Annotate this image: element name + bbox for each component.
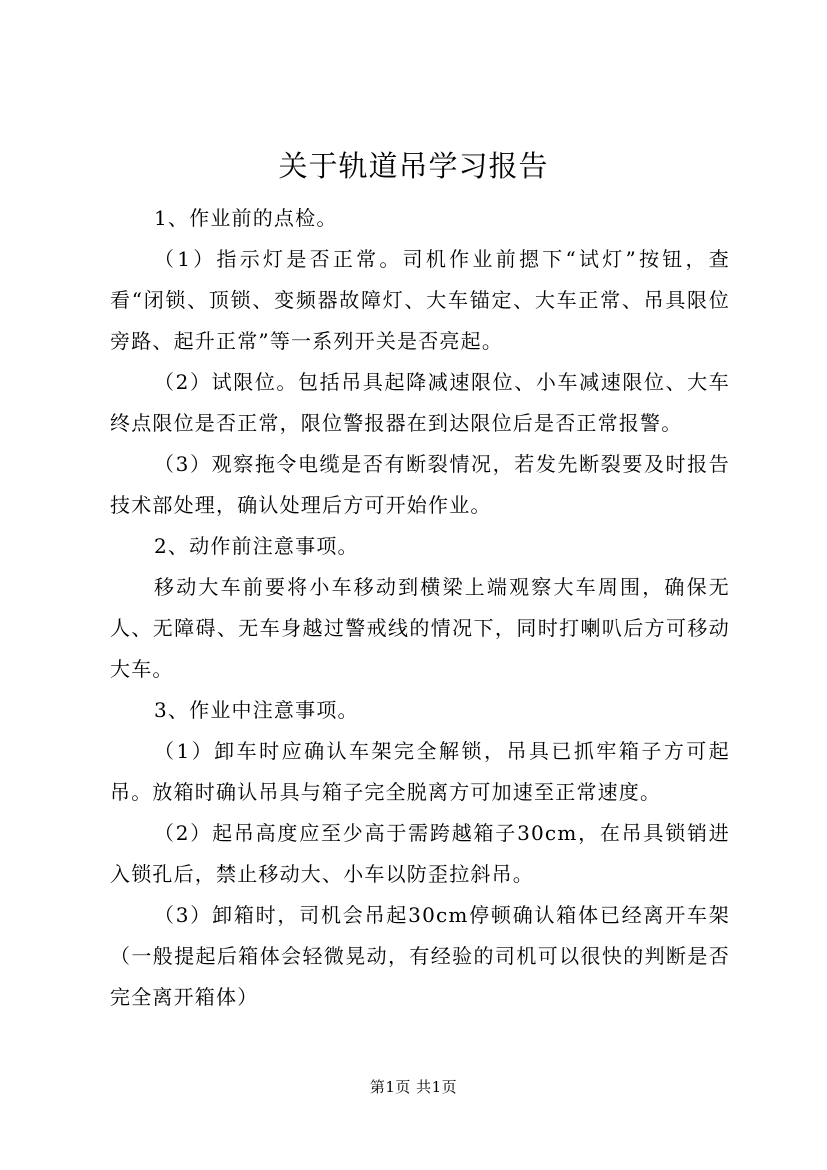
document-title: 关于轨道吊学习报告 bbox=[278, 149, 549, 183]
paragraph-section-3-heading: 3、作业中注意事项。 bbox=[154, 698, 359, 722]
paragraph-1-3-cable-check: （3）观察拖令电缆是否有断裂情况，若发先断裂要及时报告技术部处理，确认处理后方可开始作业。 bbox=[110, 452, 730, 517]
paragraph-1-2-limit-test: （2）试限位。包括吊具起降减速限位、小车减速限位、大车终点限位是否正常，限位警报器在到达限位后是否正常报警。 bbox=[110, 370, 730, 435]
paragraph-section-2-heading: 2、动作前注意事项。 bbox=[154, 534, 359, 558]
paragraph-3-3-container-unloading: （3）卸箱时，司机会吊起30cm停顿确认箱体已经离开车架（一般提起后箱体会轻微晃动，有经验的司机可以很快的判断是否完全离开箱体） bbox=[110, 903, 730, 1009]
paragraph-1-1-indicator-lights: （1）指示灯是否正常。司机作业前摁下“试灯”按钮，查看“闭锁、顶锁、变频器故障灯、大车锚定、大车正常、吊具限位旁路、起升正常”等一系列开关是否亮起。 bbox=[110, 247, 730, 353]
page-footer: 第1页 共1页 bbox=[369, 1078, 458, 1096]
paragraph-3-1-unloading: （1）卸车时应确认车架完全解锁，吊具已抓牢箱子方可起吊。放箱时确认吊具与箱子完全脱离方可加速至正常速度。 bbox=[110, 739, 730, 804]
paragraph-section-1-heading: 1、作业前的点检。 bbox=[154, 206, 338, 230]
paragraph-2-move-gantry: 移动大车前要将小车移动到横梁上端观察大车周围，确保无人、无障碍、无车身越过警戒线的情况下，同时打喇叭后方可移动大车。 bbox=[110, 575, 730, 681]
document-body bbox=[110, 198, 730, 1018]
paragraph-3-2-lifting-height: （2）起吊高度应至少高于需跨越箱子30cm，在吊具锁销进入锁孔后，禁止移动大、小车以防歪拉斜吊。 bbox=[110, 821, 730, 886]
